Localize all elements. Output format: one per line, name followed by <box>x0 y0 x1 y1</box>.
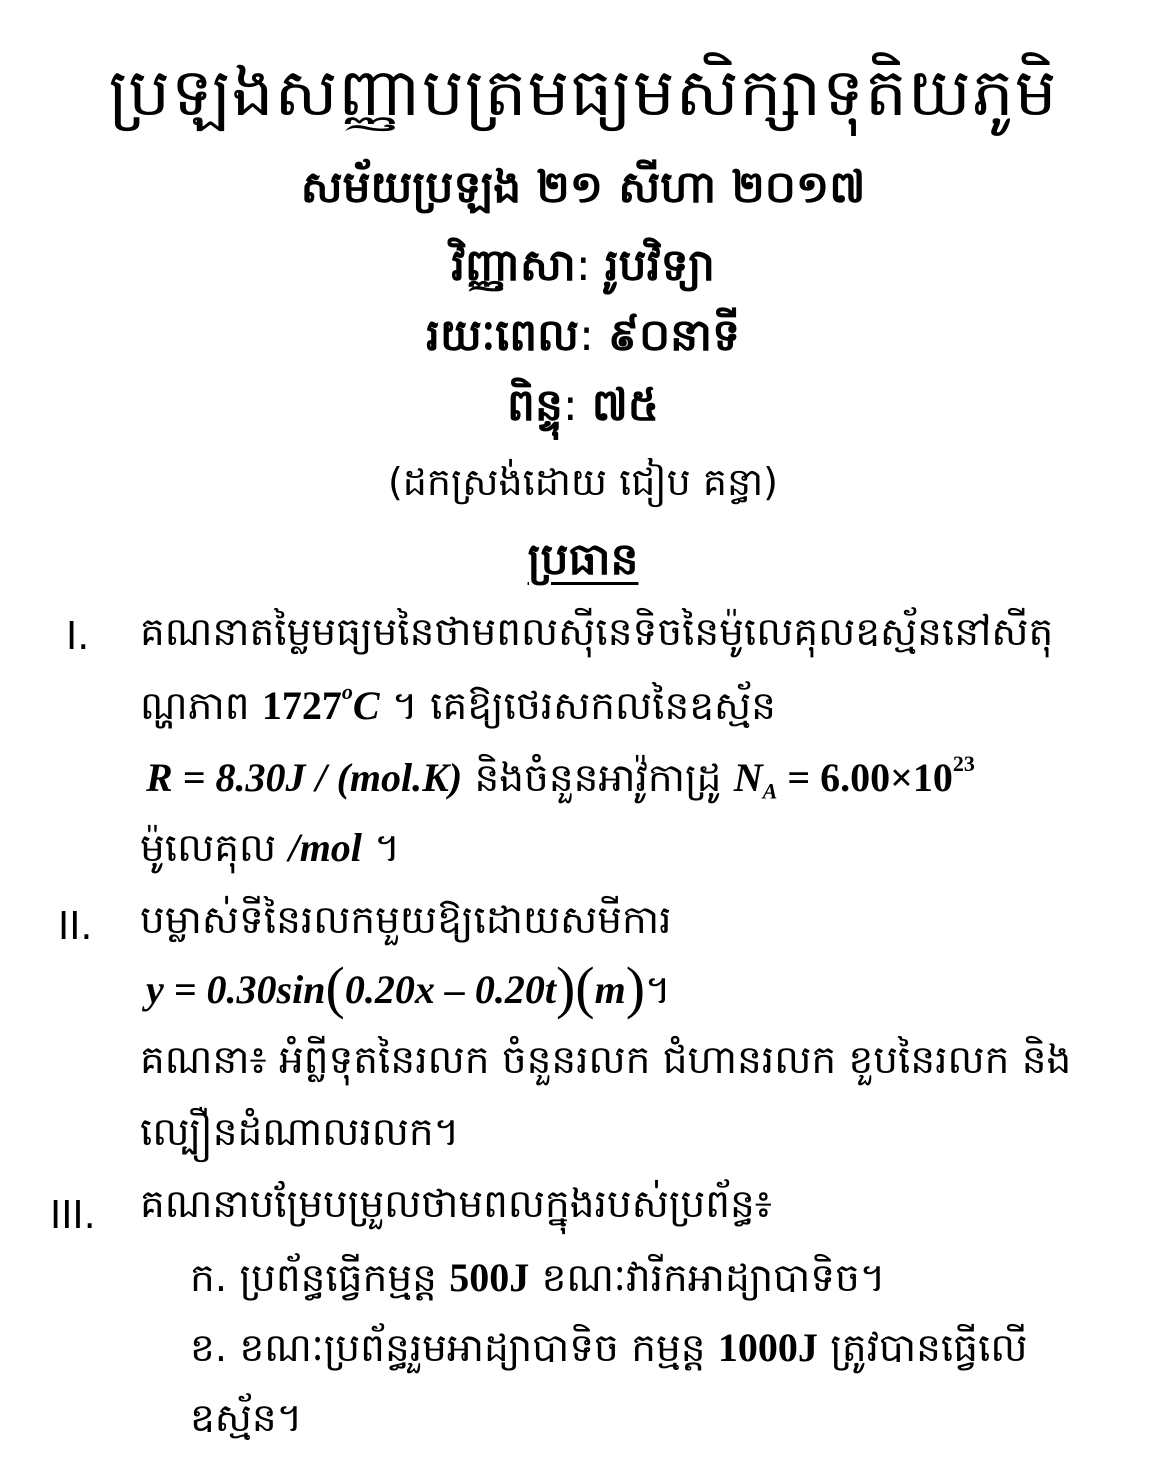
question-1-prefix: ណ្ហភាព <box>140 684 250 729</box>
per-mol-unit: /mol <box>288 825 362 870</box>
question-1-line-2 <box>140 679 776 729</box>
molecule-word: ម៉ូលេគុល <box>140 826 277 871</box>
question-3-part-a <box>190 1256 885 1301</box>
exam-session: សម័យប្រឡង ២១ សីហា ២០១៧ <box>300 162 866 213</box>
avogadro-equation: $N_A = 6.00\times 10^{23}$ <box>733 751 975 804</box>
question-1-gas-constant-text: ។ គេឱ្យថេរសកលនៃឧស្ម័ន <box>392 684 776 729</box>
question-2-numeral: II. <box>58 904 93 948</box>
time-value: ៩០នាទី <box>607 310 741 361</box>
wave-equation-argument: 0.20x – 0.20t <box>344 967 556 1012</box>
part-b-suffix: ត្រូវបានធ្វើលើ <box>830 1326 1028 1371</box>
question-1-line-3 <box>146 751 975 804</box>
part-b-work-value: 1000J <box>717 1325 818 1370</box>
subject-colon: : <box>575 240 605 291</box>
question-3-numeral: III. <box>50 1193 96 1237</box>
subject-value: រូបវិទ្យា <box>604 240 715 291</box>
part-a-suffix: ខណៈវារីកអាដ្យាបាទិច។ <box>541 1256 886 1301</box>
section-heading <box>0 532 1166 596</box>
part-a-prefix: ក. ប្រព័ន្ធធ្វើកម្មន្ត <box>190 1256 437 1301</box>
gas-constant-equation: R = 8.30J / (mol.K) <box>146 755 463 800</box>
exam-subject <box>0 238 1166 302</box>
part-b-prefix: ខ. ខណៈប្រព័ន្ធរួមអាដ្យាបាទិច កម្មន្ត <box>190 1326 706 1371</box>
question-2-line-1: បម្លាស់ទីនៃរលកមួយឱ្យដោយសមីការ <box>140 898 672 943</box>
exam-title: ប្រឡងសញ្ញាបត្រមធ្យមសិក្សាទុតិយភូមិ <box>108 54 1058 131</box>
exam-author: (ដកស្រង់ដោយ ជៀប គន្ធា) <box>387 460 779 504</box>
close-paren: ) <box>555 955 576 1020</box>
question-1-end: ។ <box>374 826 401 871</box>
question-2-line-3: គណនា៖ អំព្លីទុតនៃរលក ចំនួនរលក ជំហានរលក ខួបនៃរលក និង <box>140 1038 1072 1083</box>
score-colon: : <box>562 380 592 431</box>
wave-equation-unit: m <box>594 967 626 1012</box>
open-paren: ( <box>325 955 345 1020</box>
time-colon: : <box>579 310 608 361</box>
unit-open-paren: ( <box>575 955 595 1020</box>
question-3-part-b <box>190 1326 1028 1371</box>
avogadro-text: និងចំនួនអាវ៉ូកាដ្រូ <box>474 756 722 801</box>
wave-equation <box>146 955 671 1020</box>
question-2-line-4: ល្បឿនដំណាលរលក។ <box>140 1110 460 1155</box>
subject-label: វិញ្ញាសា <box>451 240 576 291</box>
question-1-line-1: គណនាតម្លៃមធ្យមនៃថាមពលស៊ីនេទិចនៃម៉ូលេគុលឧស្ម័ននៅសីតុ <box>140 610 1054 655</box>
temperature-value: 1727$^o$C <box>261 679 380 728</box>
score-value: ៧៥ <box>591 380 659 431</box>
question-3-line-1: គណនាបម្រែបម្រួលថាមពលក្នុងរបស់ប្រព័ន្ធ៖ <box>140 1182 772 1227</box>
exam-score <box>0 378 1166 442</box>
unit-close-paren: ) <box>625 955 646 1020</box>
wave-equation-lhs: y = 0.30sin <box>146 967 326 1012</box>
time-label: រយៈពេល <box>425 310 580 361</box>
question-1-line-4 <box>140 826 400 871</box>
question-1-numeral: I. <box>66 614 90 658</box>
score-label: ពិន្ទុ <box>507 380 563 431</box>
heading-text: ប្រធាន <box>527 534 639 585</box>
question-3-part-b-line-2: ឧស្ម័ន។ <box>190 1396 303 1441</box>
wave-equation-end: ។ <box>645 968 671 1013</box>
exam-duration <box>0 308 1166 372</box>
part-a-work-value: 500J <box>449 1255 530 1300</box>
